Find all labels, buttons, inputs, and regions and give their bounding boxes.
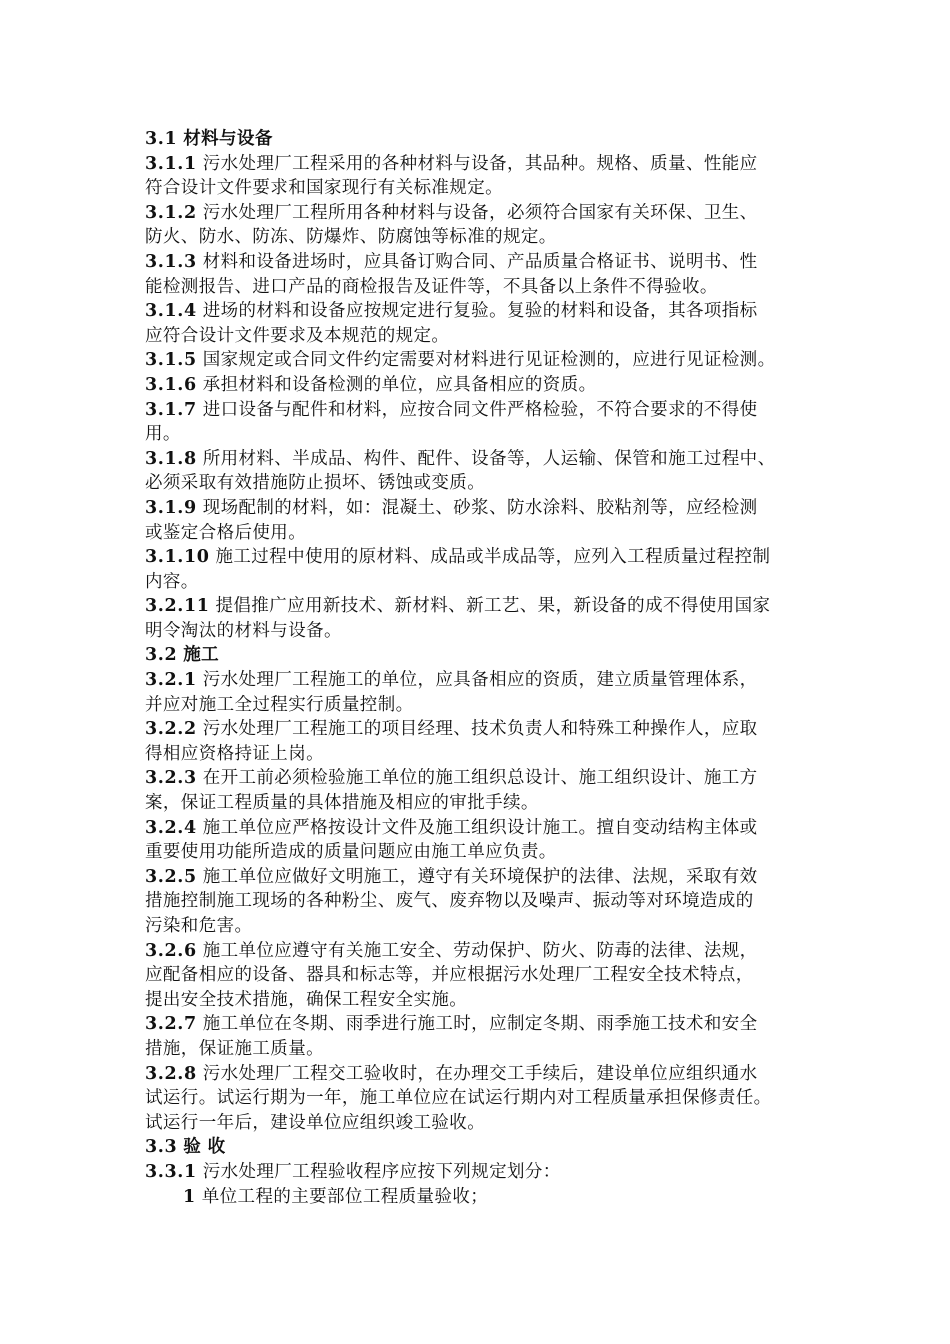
clause: [145, 496, 810, 545]
clause: [145, 250, 810, 299]
clause-number: 3.2.6: [145, 940, 197, 961]
clause-number: 3.1.8: [145, 448, 197, 469]
text-line: [145, 447, 810, 472]
clause: [145, 545, 810, 594]
clause-text: 材料和设备进场时，应具备订购合同、产品质量合格证书、说明书、性: [202, 251, 758, 272]
text-line: [145, 545, 810, 570]
clause-number: 3.2.5: [145, 866, 197, 887]
clause-number: 1: [183, 1186, 196, 1207]
clause: [145, 865, 810, 939]
clause-text: 并应对施工全过程实行质量控制。: [145, 694, 414, 715]
clause-text: 案，保证工程质量的具体措施及相应的审批手续。: [145, 793, 539, 814]
clause-text: 在开工前必须检验施工单位的施工组织总设计、施工组织设计、施工方: [202, 768, 758, 789]
clause-text: 进口设备与配件和材料，应按合同文件严格检验，不符合要求的不得使: [202, 399, 758, 420]
clause-text: 提出安全技术措施，确保工程安全实施。: [145, 989, 468, 1010]
section-title: 材料与设备: [183, 129, 273, 149]
clause-number: 3.1.7: [145, 399, 197, 420]
clause: [145, 447, 810, 496]
clause: [145, 398, 810, 447]
text-line: [145, 717, 810, 742]
clause: [145, 816, 810, 865]
section-heading: [145, 643, 810, 668]
text-line: [145, 791, 810, 816]
text-line: [145, 250, 810, 275]
text-line: [145, 693, 810, 718]
text-line: [145, 348, 810, 373]
clause-text: 应符合设计文件要求及本规范的规定。: [145, 325, 450, 346]
text-line: [145, 324, 810, 349]
clause-text: 单位工程的主要部位工程质量验收；: [201, 1186, 489, 1207]
text-line: [145, 152, 810, 177]
clause-number: 3.1.2: [145, 202, 197, 223]
clause-text: 防火、防水、防冻、防爆炸、防腐蚀等标准的规定。: [145, 227, 557, 248]
clause-text: 污水处理厂工程施工的单位，应具备相应的资质，建立质量管理体系，: [202, 670, 758, 691]
clause-text: 重要使用功能所造成的质量问题应由施工单应负责。: [145, 842, 557, 863]
section-number: 3.2: [145, 645, 178, 666]
text-line: [145, 668, 810, 693]
clause-text: 污水处理厂工程交工验收时，在办理交工手续后，建设单位应组织通水: [202, 1063, 758, 1084]
clause-text: 施工单位应做好文明施工，遵守有关环境保护的法律、法规，采取有效: [202, 866, 758, 887]
text-line: [145, 299, 810, 324]
clause-text: 国家规定或合同文件约定需要对材料进行见证检测的，应进行见证检测。: [202, 350, 776, 371]
clause: [145, 668, 810, 717]
text-line: [145, 594, 810, 619]
text-line: [145, 1062, 810, 1087]
section-title: 施工: [183, 645, 220, 666]
clause-number: 3.1.9: [145, 497, 197, 518]
clause-number: 3.2.3: [145, 768, 197, 789]
clause-number: 3.2.4: [145, 817, 197, 838]
text-line: [145, 840, 810, 865]
text-line: [145, 1012, 810, 1037]
clause-text: 污染和危害。: [145, 916, 253, 936]
clause-number: 3.1.1: [145, 153, 197, 174]
text-line: [145, 889, 810, 914]
clause-number: 3.2.1: [145, 670, 197, 691]
clause-text: 明令淘汰的材料与设备。: [145, 620, 342, 641]
clause: [145, 152, 810, 201]
clause-text: 提倡推广应用新技术、新材料、新工艺、果，新设备的成不得使用国家: [215, 596, 771, 617]
clause-text: 施工单位在冬期、雨季进行施工时，应制定冬期、雨季施工技术和安全: [202, 1014, 758, 1035]
clause-text: 符合设计文件要求和国家现行有关标准规定。: [145, 178, 503, 199]
text-line: [145, 1086, 810, 1111]
clause-number: 3.1.10: [145, 547, 210, 568]
text-line: [145, 422, 810, 447]
text-line: [145, 496, 810, 521]
clause-text: 所用材料、半成品、构件、配件、设备等，人运输、保管和施工过程中、: [202, 448, 776, 469]
clause: [145, 201, 810, 250]
text-line: [145, 742, 810, 767]
clause-text: 污水处理厂工程施工的项目经理、技术负责人和特殊工种操作人，应取: [202, 719, 758, 740]
clause-number: 3.2.8: [145, 1063, 197, 1084]
clause-number: 3.1.6: [145, 374, 197, 395]
text-line: [145, 643, 810, 668]
text-line: [145, 275, 810, 300]
text-line: [145, 570, 810, 595]
clause: [145, 348, 810, 373]
text-line: [145, 1111, 810, 1136]
clause-number: 3.1.4: [145, 301, 197, 322]
text-line: [145, 398, 810, 423]
clause: [145, 299, 810, 348]
section-title: 验 收: [183, 1137, 226, 1158]
clause: [145, 939, 810, 1013]
clause: [145, 373, 810, 398]
clause-text: 措施控制施工现场的各种粉尘、废气、废弃物以及噪声、振动等对环境造成的: [145, 891, 754, 912]
list-item: [145, 1185, 810, 1210]
text-line: [145, 127, 810, 152]
text-line: [145, 201, 810, 226]
section-heading: [145, 127, 810, 152]
text-line: [145, 988, 810, 1013]
clause-text: 现场配制的材料，如：混凝土、砂浆、防水涂料、胶粘剂等，应经检测: [202, 497, 758, 518]
text-line: [145, 914, 810, 939]
text-line: [145, 1185, 810, 1210]
text-line: [145, 176, 810, 201]
clause-text: 或鉴定合格后使用。: [145, 522, 307, 543]
clause-number: 3.2.7: [145, 1014, 197, 1035]
section-number: 3.1: [145, 129, 178, 149]
clause-number: 3.2.11: [145, 596, 210, 617]
clause-text: 污水处理厂工程所用各种材料与设备，必须符合国家有关环保、卫生、: [202, 202, 758, 223]
text-line: [145, 1037, 810, 1062]
clause-text: 得相应资格持证上岗。: [145, 743, 324, 764]
clause-text: 应配备相应的设备、器具和标志等，并应根据污水处理厂工程安全技术特点，: [145, 965, 754, 986]
section-heading: [145, 1135, 810, 1160]
clause-text: 能检测报告、进口产品的商检报告及证件等，不具备以上条件不得验收。: [145, 276, 718, 297]
clause-text: 内容。: [145, 571, 199, 592]
text-line: [145, 816, 810, 841]
text-line: [145, 939, 810, 964]
clause-number: 3.3.1: [145, 1161, 197, 1182]
text-line: [145, 1135, 810, 1160]
clause-text: 承担材料和设备检测的单位，应具备相应的资质。: [202, 374, 597, 395]
document-body: [145, 127, 810, 1209]
clause-text: 试运行一年后，建设单位应组织竣工验收。: [145, 1112, 486, 1133]
clause-text: 施工过程中使用的原材料、成品或半成品等，应列入工程质量过程控制: [215, 547, 771, 568]
clause-text: 必须采取有效措施防止损坏、锈蚀或变质。: [145, 473, 486, 494]
text-line: [145, 225, 810, 250]
clause-text: 用。: [145, 424, 181, 445]
clause: [145, 717, 810, 766]
clause-text: 污水处理厂工程验收程序应按下列规定划分：: [202, 1161, 561, 1182]
clause: [145, 594, 810, 643]
clause: [145, 1160, 810, 1185]
clause-text: 施工单位应遵守有关施工安全、劳动保护、防火、防毒的法律、法规，: [202, 940, 758, 961]
text-line: [145, 619, 810, 644]
clause-number: 3.1.3: [145, 251, 197, 272]
clause-text: 措施，保证施工质量。: [145, 1038, 324, 1059]
clause: [145, 1012, 810, 1061]
clause-number: 3.1.5: [145, 350, 197, 371]
clause: [145, 1062, 810, 1136]
text-line: [145, 865, 810, 890]
text-line: [145, 373, 810, 398]
clause-text: 施工单位应严格按设计文件及施工组织设计施工。擅自变动结构主体或: [202, 817, 758, 838]
clause-text: 污水处理厂工程采用的各种材料与设备，其品种。规格、质量、性能应: [202, 153, 758, 174]
clause-number: 3.2.2: [145, 719, 197, 740]
clause: [145, 766, 810, 815]
text-line: [145, 521, 810, 546]
text-line: [145, 963, 810, 988]
text-line: [145, 766, 810, 791]
text-line: [145, 471, 810, 496]
clause-text: 试运行。试运行期为一年，施工单位应在试运行期内对工程质量承担保修责任。: [145, 1088, 772, 1109]
section-number: 3.3: [145, 1137, 178, 1158]
text-line: [145, 1160, 810, 1185]
clause-text: 进场的材料和设备应按规定进行复验。复验的材料和设备，其各项指标: [202, 301, 758, 322]
